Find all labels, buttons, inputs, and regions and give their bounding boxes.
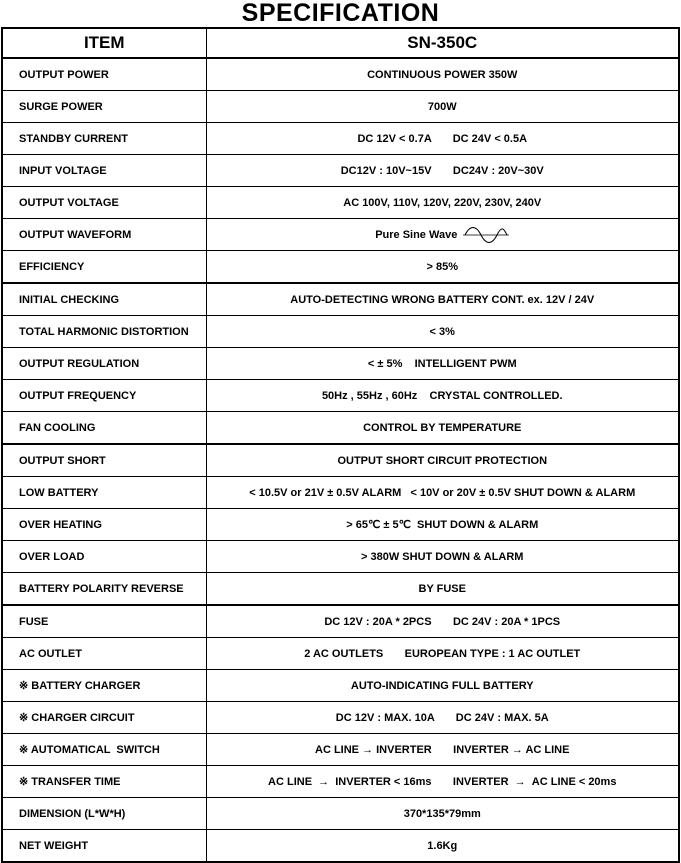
row-value: 1.6Kg: [206, 830, 679, 863]
row-item: FUSE: [2, 605, 206, 638]
row-item: EFFICIENCY: [2, 251, 206, 284]
row-value: < 10.5V or 21V ± 0.5V ALARM < 10V or 20V ± 0.5V SHUT DOWN & ALARM: [206, 477, 679, 509]
table-row: [2, 573, 679, 606]
row-item: OUTPUT FREQUENCY: [2, 380, 206, 412]
row-value: AC 100V, 110V, 120V, 220V, 230V, 240V: [206, 187, 679, 219]
row-item: AC OUTLET: [2, 638, 206, 670]
table-row: [2, 91, 679, 123]
table-row: [2, 509, 679, 541]
row-value: < ± 5% INTELLIGENT PWM: [206, 348, 679, 380]
table-row: [2, 605, 679, 638]
row-value: CONTINUOUS POWER 350W: [206, 58, 679, 91]
row-item: OUTPUT VOLTAGE: [2, 187, 206, 219]
row-value: > 85%: [206, 251, 679, 284]
table-row: [2, 798, 679, 830]
row-value: < 3%: [206, 316, 679, 348]
row-item: BATTERY POLARITY REVERSE: [2, 573, 206, 606]
table-row: [2, 477, 679, 509]
table-header-row: [2, 28, 679, 58]
table-row: [2, 444, 679, 477]
row-item: DIMENSION (L*W*H): [2, 798, 206, 830]
row-value: > 380W SHUT DOWN & ALARM: [206, 541, 679, 573]
table-row: [2, 734, 679, 766]
page-title: SPECIFICATION: [241, 0, 440, 27]
row-value: CONTROL BY TEMPERATURE: [206, 412, 679, 445]
row-value: 2 AC OUTLETS EUROPEAN TYPE : 1 AC OUTLET: [206, 638, 679, 670]
row-item: ※ CHARGER CIRCUIT: [2, 702, 206, 734]
row-item: TOTAL HARMONIC DISTORTION: [2, 316, 206, 348]
row-value: DC 12V : 20A * 2PCS DC 24V : 20A * 1PCS: [206, 605, 679, 638]
row-item: OUTPUT WAVEFORM: [2, 219, 206, 251]
table-row: [2, 251, 679, 284]
header-model: SN-350C: [206, 28, 679, 58]
row-value: 700W: [206, 91, 679, 123]
row-item: ※ AUTOMATICAL SWITCH: [2, 734, 206, 766]
row-item: OUTPUT POWER: [2, 58, 206, 91]
row-item: FAN COOLING: [2, 412, 206, 445]
table-row: [2, 187, 679, 219]
sine-wave-icon: [463, 227, 509, 243]
row-value: 50Hz , 55Hz , 60Hz CRYSTAL CONTROLLED.: [206, 380, 679, 412]
row-value: > 65℃ ± 5℃ SHUT DOWN & ALARM: [206, 509, 679, 541]
table-row: [2, 541, 679, 573]
specification-table: [1, 27, 680, 863]
table-row: [2, 638, 679, 670]
table-row: [2, 283, 679, 316]
row-item: OVER HEATING: [2, 509, 206, 541]
row-value: DC 12V < 0.7A DC 24V < 0.5A: [206, 123, 679, 155]
row-value-waveform: [206, 219, 679, 251]
table-row: [2, 380, 679, 412]
row-value: AC LINE → INVERTER < 16ms INVERTER → AC LINE < 20ms: [206, 766, 679, 798]
row-item: STANDBY CURRENT: [2, 123, 206, 155]
row-value: DC12V : 10V~15V DC24V : 20V~30V: [206, 155, 679, 187]
row-item: OUTPUT SHORT: [2, 444, 206, 477]
row-item: INPUT VOLTAGE: [2, 155, 206, 187]
waveform-text: Pure Sine Wave: [375, 228, 458, 241]
table-row: [2, 123, 679, 155]
table-row: [2, 219, 679, 251]
table-row: [2, 348, 679, 380]
row-item: NET WEIGHT: [2, 830, 206, 863]
row-item: OVER LOAD: [2, 541, 206, 573]
row-value: AUTO-DETECTING WRONG BATTERY CONT. ex. 12V / 24V: [206, 283, 679, 316]
table-row: [2, 155, 679, 187]
row-item: INITIAL CHECKING: [2, 283, 206, 316]
row-item: ※ BATTERY CHARGER: [2, 670, 206, 702]
row-item: ※ TRANSFER TIME: [2, 766, 206, 798]
table-row: [2, 766, 679, 798]
table-row: [2, 58, 679, 91]
table-row: [2, 316, 679, 348]
row-value: 370*135*79mm: [206, 798, 679, 830]
row-value: BY FUSE: [206, 573, 679, 606]
row-value: DC 12V : MAX. 10A DC 24V : MAX. 5A: [206, 702, 679, 734]
row-value: AUTO-INDICATING FULL BATTERY: [206, 670, 679, 702]
row-value: OUTPUT SHORT CIRCUIT PROTECTION: [206, 444, 679, 477]
row-value: AC LINE → INVERTER INVERTER → AC LINE: [206, 734, 679, 766]
row-item: LOW BATTERY: [2, 477, 206, 509]
header-item: ITEM: [2, 28, 206, 58]
row-item: SURGE POWER: [2, 91, 206, 123]
table-row: [2, 702, 679, 734]
table-row: [2, 412, 679, 445]
table-row: [2, 830, 679, 863]
row-item: OUTPUT REGULATION: [2, 348, 206, 380]
table-row: [2, 670, 679, 702]
